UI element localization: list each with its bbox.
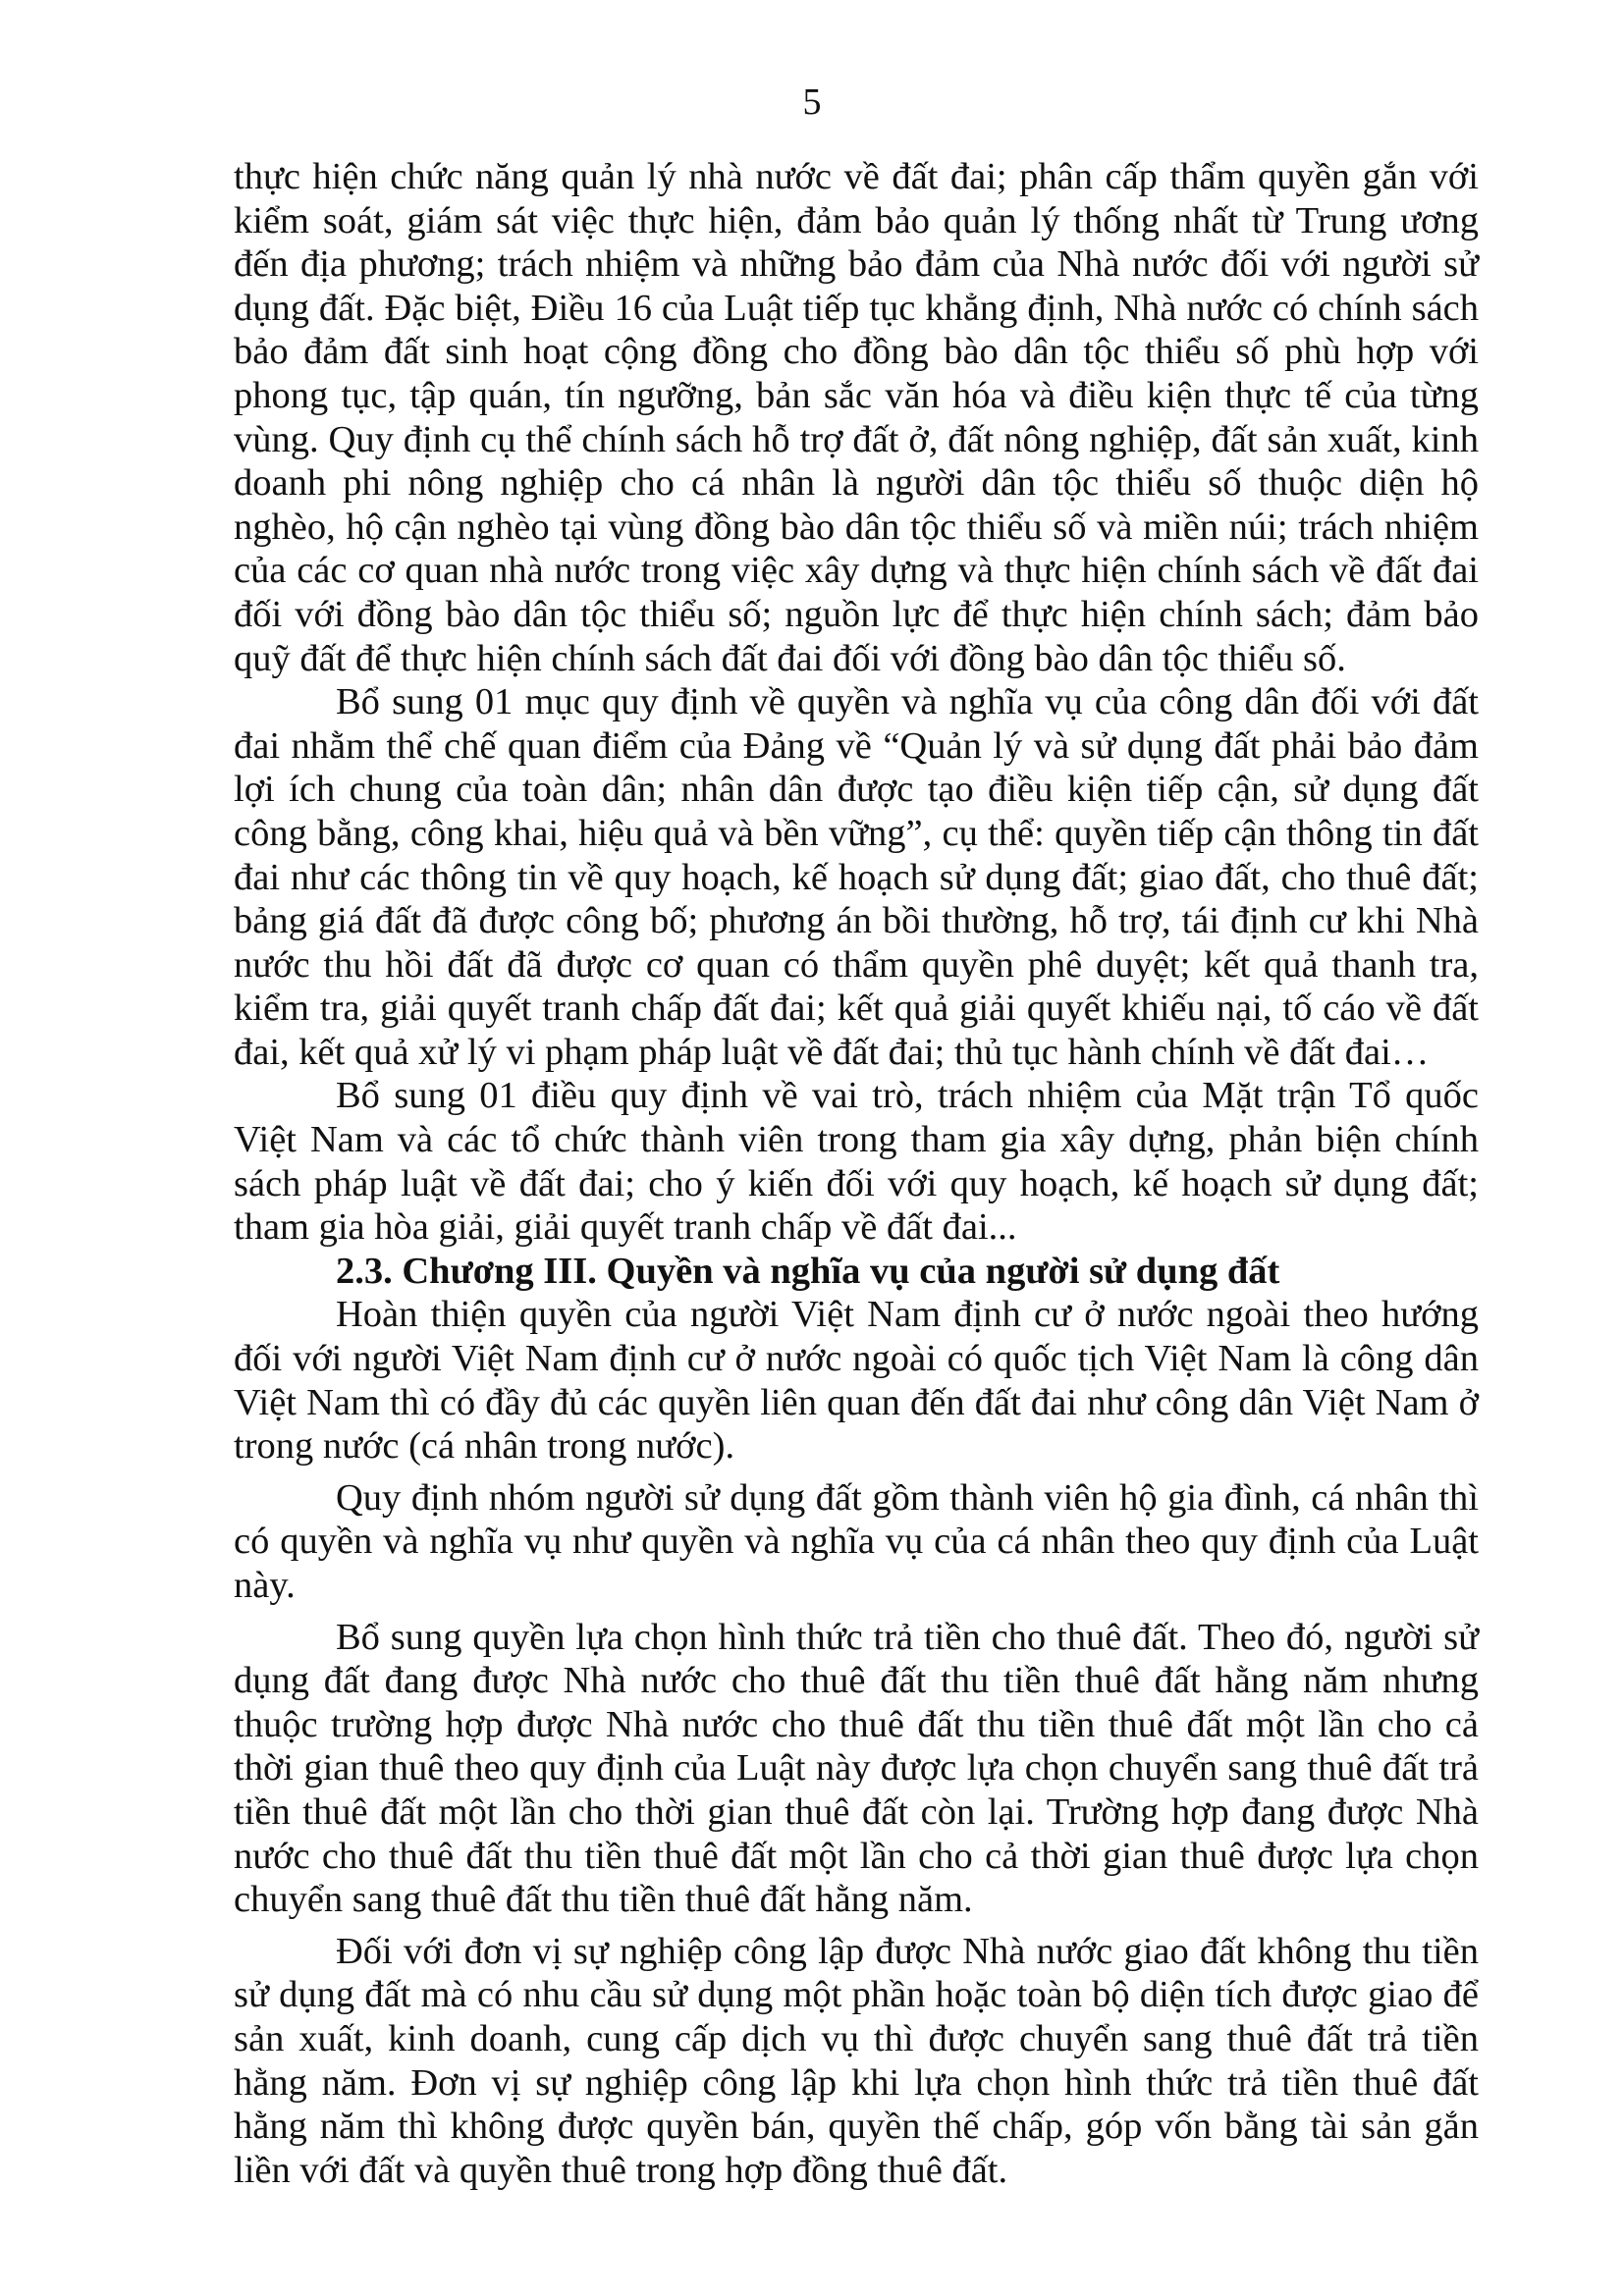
paragraph-continuation: thực hiện chức năng quản lý nhà nước về đất đai; phân cấp thẩm quyền gắn với kiểm soát, giám sát việc thực hiện, đảm bảo quản lý thống nhất từ Trung ương đến địa phương; trách nhiệm và những bảo đảm của Nhà nước đối với người sử dụng đất. Đặc biệt, Điều 16 của Luật tiếp tục khẳng định, Nhà nước có chính sách bảo đảm đất sinh hoạt cộng đồng cho đồng bào dân tộc thiểu số phù hợp với phong tục, tập quán, tín ngưỡng, bản sắc văn hóa và điều kiện thực tế của từng vùng. Quy định cụ thể chính sách hỗ trợ đất ở, đất nông nghiệp, đất sản xuất, kinh doanh phi nông nghiệp cho cá nhân là người dân tộc thiểu số thuộc diện hộ nghèo, hộ cận nghèo tại vùng đồng bào dân tộc thiểu số và miền núi; trách nhiệm của các cơ quan nhà nước trong việc xây dựng và thực hiện chính sách về đất đai đối với đồng bào dân tộc thiểu số; nguồn lực để thực hiện chính sách; đảm bảo quỹ đất để thực hiện chính sách đất đai đối với đồng bào dân tộc thiểu số. (234, 156, 1479, 679)
document-body (234, 155, 1479, 2192)
paragraph-payment-choice: Bổ sung quyền lựa chọn hình thức trả tiền cho thuê đất. Theo đó, người sử dụng đất đang được Nhà nước cho thuê đất thu tiền thuê đất hằng năm nhưng thuộc trường hợp được Nhà nước cho thuê đất thu tiền thuê đất một lần cho cả thời gian thuê theo quy định của Luật này được lựa chọn chuyển sang thuê đất trả tiền thuê đất một lần cho thời gian thuê đất còn lại. Trường hợp đang được Nhà nước cho thuê đất thu tiền thuê đất một lần cho cả thời gian thuê được lựa chọn chuyển sang thuê đất thu tiền thuê đất hằng năm. (234, 1616, 1479, 1921)
paragraph-fatherland-front: Bổ sung 01 điều quy định về vai trò, trách nhiệm của Mặt trận Tổ quốc Việt Nam và các tổ chức thành viên trong tham gia xây dựng, phản biện chính sách pháp luật về đất đai; cho ý kiến đối với quy hoạch, kế hoạch sử dụng đất; tham gia hòa giải, giải quyết tranh chấp về đất đai... (234, 1075, 1479, 1249)
paragraph-overseas-vietnamese: Hoàn thiện quyền của người Việt Nam định cư ở nước ngoài theo hướng đối với người Việt Nam định cư ở nước ngoài có quốc tịch Việt Nam là công dân Việt Nam thì có đầy đủ các quyền liên quan đến đất đai như công dân Việt Nam ở trong nước (cá nhân trong nước). (234, 1294, 1479, 1468)
section-heading: 2.3. Chương III. Quyền và nghĩa vụ của người sử dụng đất (336, 1250, 1280, 1292)
page-number: 5 (802, 81, 822, 123)
paragraph-public-units: Đối với đơn vị sự nghiệp công lập được Nhà nước giao đất không thu tiền sử dụng đất mà có nhu cầu sử dụng một phần hoặc toàn bộ diện tích được giao để sản xuất, kinh doanh, cung cấp dịch vụ thì được chuyển sang thuê đất trả tiền hằng năm. Đơn vị sự nghiệp công lập khi lựa chọn hình thức trả tiền thuê đất hằng năm thì không được quyền bán, quyền thế chấp, góp vốn bằng tài sản gắn liền với đất và quyền thuê trong hợp đồng thuê đất. (234, 1930, 1479, 2191)
paragraph-citizen-rights: Bổ sung 01 mục quy định về quyền và nghĩa vụ của công dân đối với đất đai nhằm thể chế quan điểm của Đảng về “Quản lý và sử dụng đất phải bảo đảm lợi ích chung của toàn dân; nhân dân được tạo điều kiện tiếp cận, sử dụng đất công bằng, công khai, hiệu quả và bền vững”, cụ thể: quyền tiếp cận thông tin đất đai như các thông tin về quy hoạch, kế hoạch sử dụng đất; giao đất, cho thuê đất; bảng giá đất đã được công bố; phương án bồi thường, hỗ trợ, tái định cư khi Nhà nước thu hồi đất đã được cơ quan có thẩm quyền phê duyệt; kết quả thanh tra, kiểm tra, giải quyết tranh chấp đất đai; kết quả giải quyết khiếu nại, tố cáo về đất đai, kết quả xử lý vi phạm pháp luật về đất đai; thủ tục hành chính về đất đai… (234, 681, 1479, 1073)
paragraph-household-members: Quy định nhóm người sử dụng đất gồm thành viên hộ gia đình, cá nhân thì có quyền và nghĩa vụ như quyền và nghĩa vụ của cá nhân theo quy định của Luật này. (234, 1476, 1479, 1606)
